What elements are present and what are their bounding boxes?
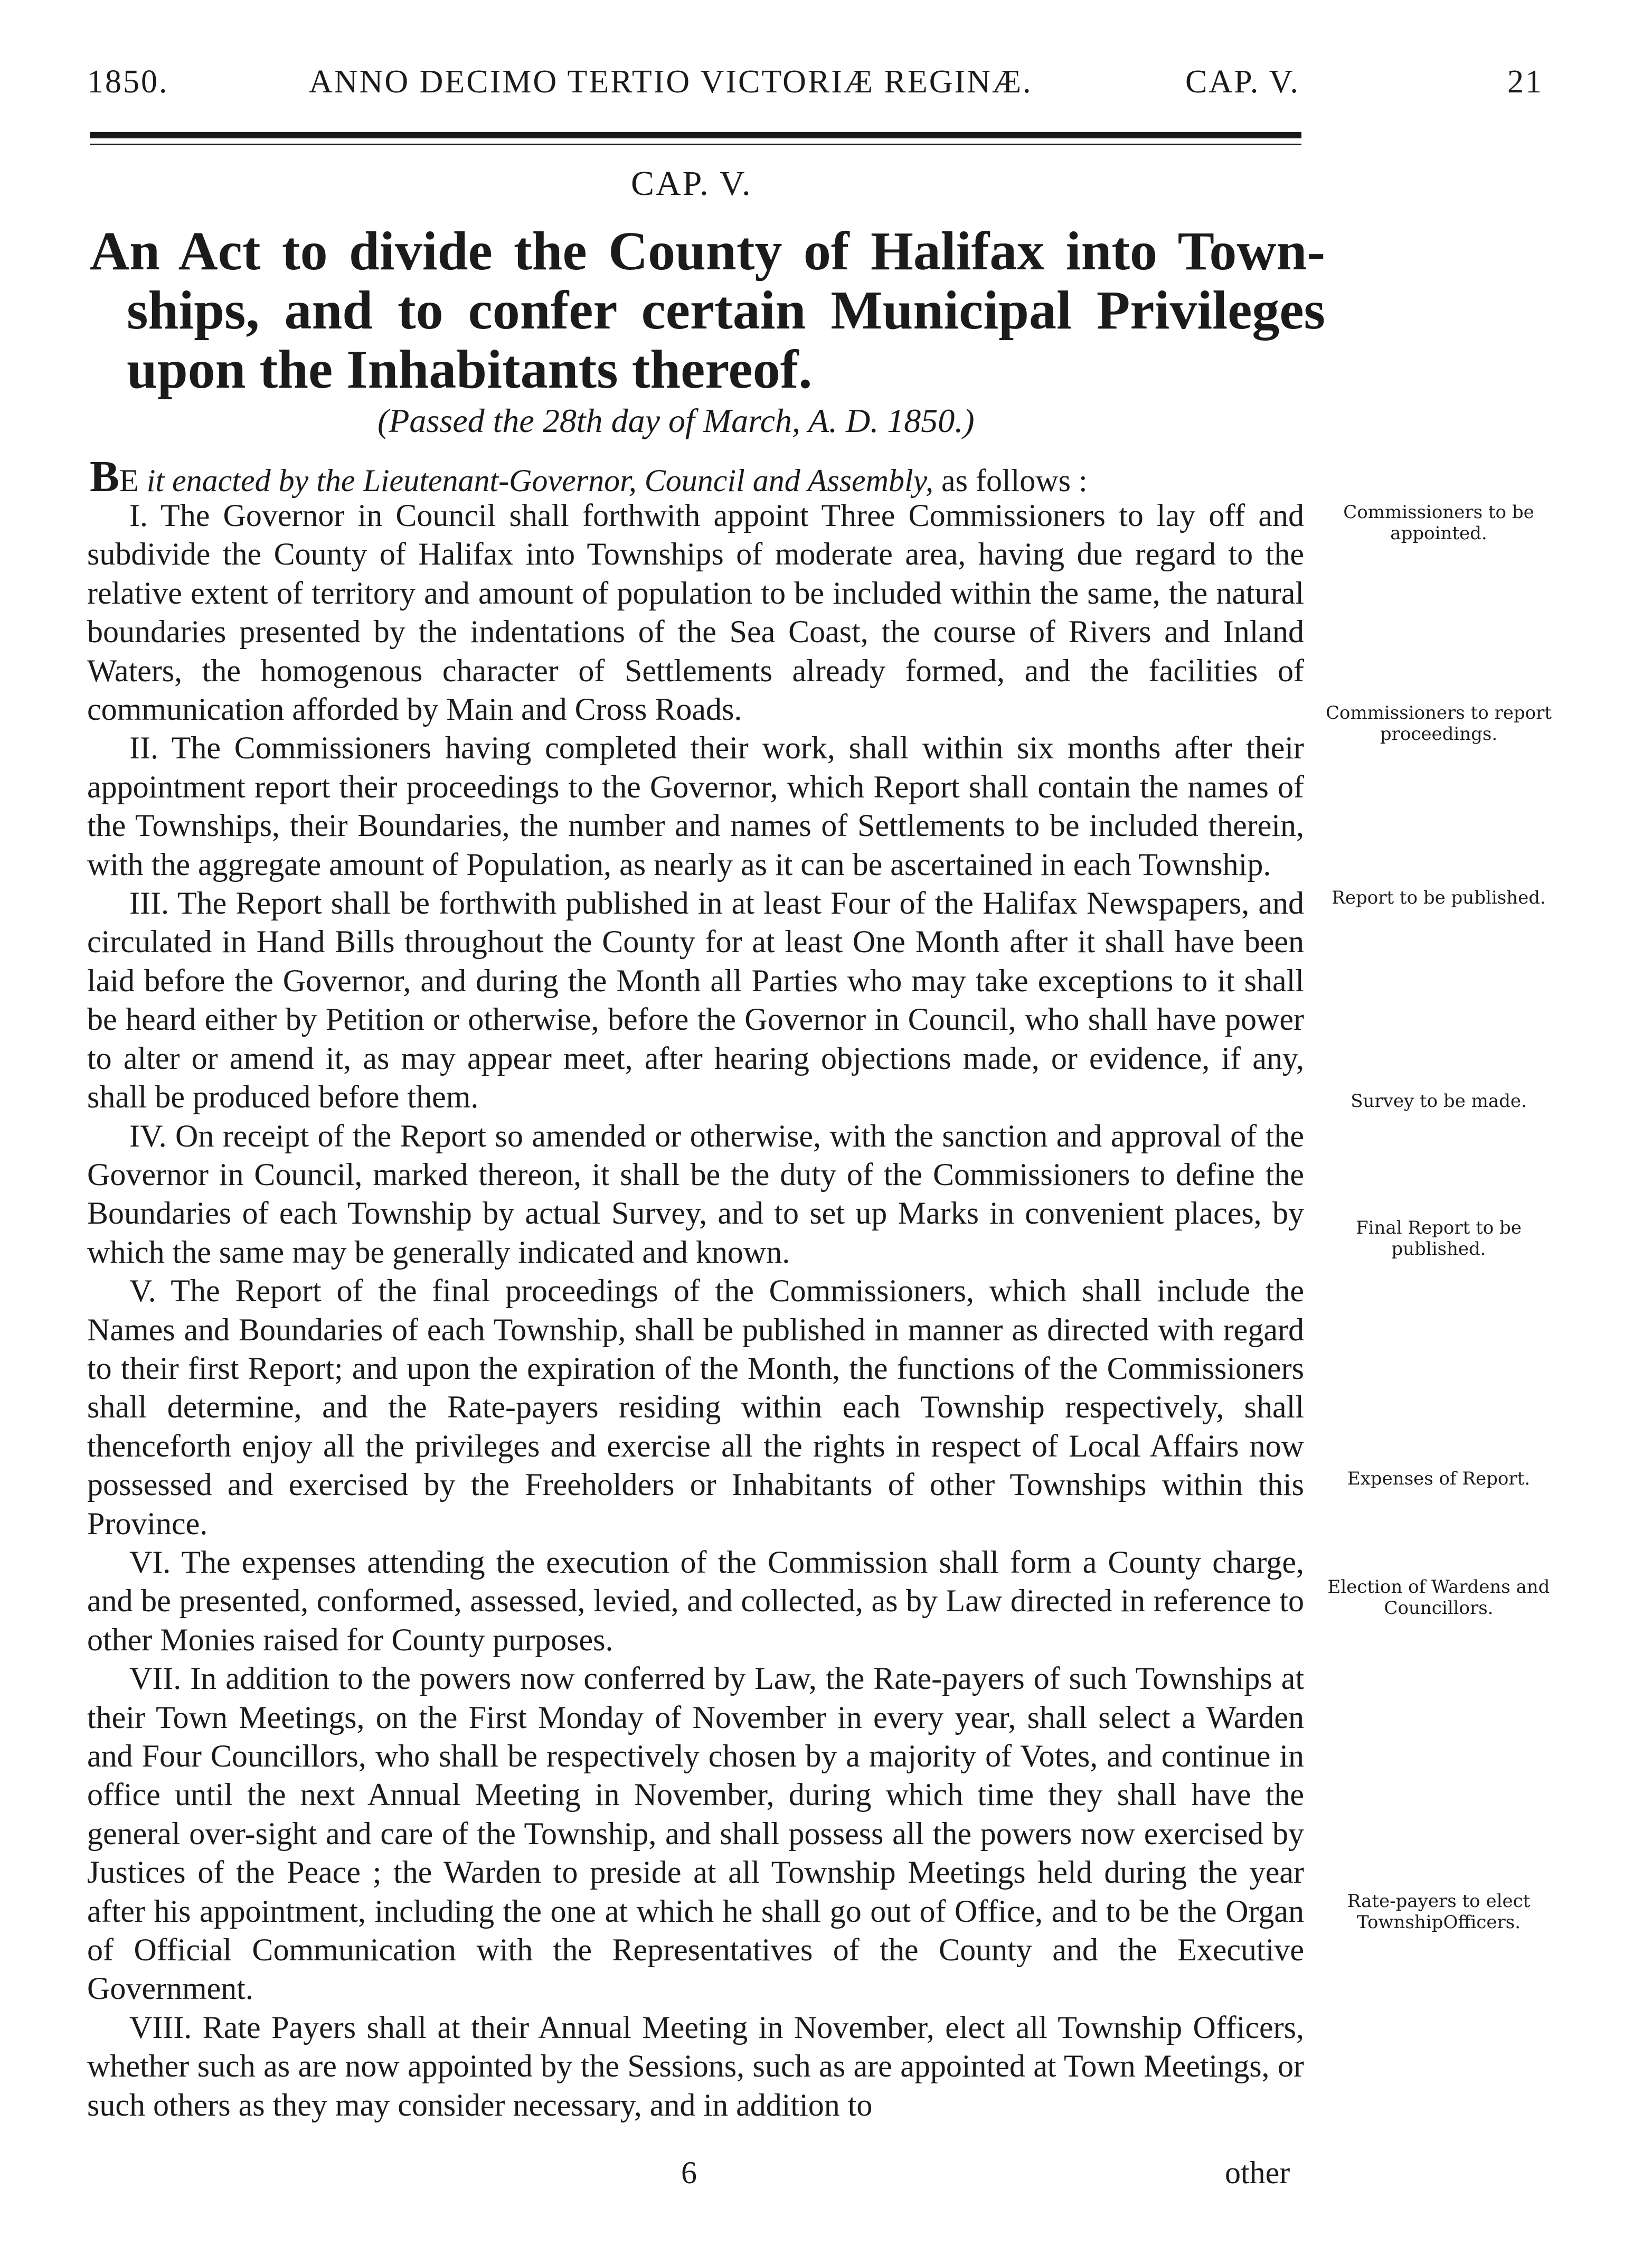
signature-number: 6 bbox=[681, 2155, 697, 2190]
chapter-heading: CAP. V. bbox=[631, 164, 752, 203]
running-head-title: ANNO DECIMO TERTIO VICTORIÆ REGINÆ. bbox=[309, 64, 1033, 100]
running-head-year: 1850. bbox=[87, 64, 169, 100]
enacting-dropcap: B bbox=[90, 452, 120, 501]
running-head-chapter: CAP. V. bbox=[1185, 64, 1300, 100]
act-title bbox=[90, 222, 1325, 399]
header-rule-thin bbox=[90, 144, 1301, 145]
act-title-first-line: An Act to divide the County of Halifax into Town- bbox=[90, 221, 1325, 281]
page-number: 21 bbox=[1507, 64, 1543, 100]
section-5: V. The Report of the final proceedings of the Commissioners, which shall include the Names and Boundaries of each Township, shall be published in manner as directed with regard to their first Report; and upon the expiration of the Month, the functions of the Commissioners shall determine, and the Rate-payers residing within each Township respectively, shall thenceforth enjoy all the privileges and exercise all the rights in respect of Local Affairs now possessed and exercised by the Freeholders or Inhabitants of other Townships within this Province. bbox=[87, 1273, 1304, 1541]
sidenote-report-proceedings: Commissioners to report proceedings. bbox=[1325, 702, 1552, 745]
enacting-dropcap-rest: E bbox=[119, 463, 139, 498]
sidenote-election: Election of Wardens and Councillors. bbox=[1327, 1576, 1550, 1619]
running-head bbox=[87, 63, 1560, 111]
sidenote-township-officers: Rate-payers to elect TownshipOfficers. bbox=[1347, 1891, 1531, 1933]
enacting-clause bbox=[90, 452, 1304, 501]
section-6: VI. The expenses attending the execution of the Commission shall form a County charge, and be presented, conformed, assessed, levied, and collected, as by Law directed in reference to other Monies raised for County purposes. bbox=[87, 1544, 1304, 1657]
catchword: other bbox=[1225, 2155, 1290, 2190]
section-7: VII. In addition to the powers now conferred by Law, the Rate-payers of such Townships at their Town Meetings, on the First Monday of November in every year, shall select a Warden and Four Councillors, who shall be respectively chosen by a majority of Votes, and continue in office until the next Annual Meeting in November, during which time they shall have the general over-sight and care of the Township, and shall possess all the powers now exercised by Justices of the Peace ; the Warden to preside at all Township Meetings held during the year after his appointment, including the one at which he shall go out of Office, and to be the Organ of Official Communication with the Representatives of the County and the Executive Government. bbox=[87, 1661, 1304, 2006]
act-title-rest: ships, and to confer certain Municipal Privileges upon the Inhabitants thereof. bbox=[127, 280, 1325, 400]
act-body bbox=[87, 496, 1304, 2125]
section-2: II. The Commissioners having completed their work, shall within six months after their appointment report their proceedings to the Governor, which Report shall contain the names of the Townships, their Boundaries, the number and names of Settlements to be included therein, with the aggregate amount of Population, as nearly as it can be ascertained in each Township. bbox=[87, 730, 1304, 882]
section-3: III. The Report shall be forthwith published in at least Four of the Halifax Newspapers, and circulated in Hand Bills throughout the County for at least One Month after it shall have been laid before the Governor, and during the Month all Parties who may take exceptions to it shall be heard either by Petition or otherwise, before the Governor in Council, who shall have power to alter or amend it, as may appear meet, after hearing objections made, or evidence, if any, shall be produced before them. bbox=[87, 886, 1304, 1115]
enacting-tail: as follows : bbox=[933, 463, 1088, 498]
sidenote-survey: Survey to be made. bbox=[1351, 1091, 1527, 1112]
sidenote-commissioners-appointed: Commissioners to be appointed. bbox=[1343, 502, 1534, 544]
sidenote-final-report: Final Report to be published. bbox=[1356, 1217, 1522, 1260]
passed-date: (Passed the 28th day of March, A. D. 1850.) bbox=[377, 402, 975, 439]
enacting-italic: it enacted by the Lieutenant-Governor, Council and Assembly, bbox=[138, 463, 933, 498]
sidenote-report-published: Report to be published. bbox=[1332, 887, 1546, 908]
section-4: IV. On receipt of the Report so amended or otherwise, with the sanction and approval of the Governor in Council, marked thereon, it shall be the duty of the Commissioners to define the Boundaries of each Township by actual Survey, and to set up Marks in convenient places, by which the same may be generally indicated and known. bbox=[87, 1118, 1304, 1270]
header-rule-thick bbox=[90, 132, 1301, 138]
sidenote-expenses: Expenses of Report. bbox=[1347, 1468, 1531, 1489]
section-8: VIII. Rate Payers shall at their Annual Meeting in November, elect all Township Officers, whether such as are now appointed by the Sessions, such as are appointed at Town Meetings, or such others as they may consider necessary, and in addition to bbox=[87, 2009, 1304, 2122]
section-1: I. The Governor in Council shall forthwith appoint Three Commissioners to lay off and subdivide the County of Halifax into Townships of moderate area, having due regard to the relative extent of territory and amount of population to be included within the same, the natural boundaries presented by the indentations of the Sea Coast, the course of Rivers and Inland Waters, the homogenous character of Settlements already formed, and the facilities of communication afforded by Main and Cross Roads. bbox=[87, 498, 1304, 727]
